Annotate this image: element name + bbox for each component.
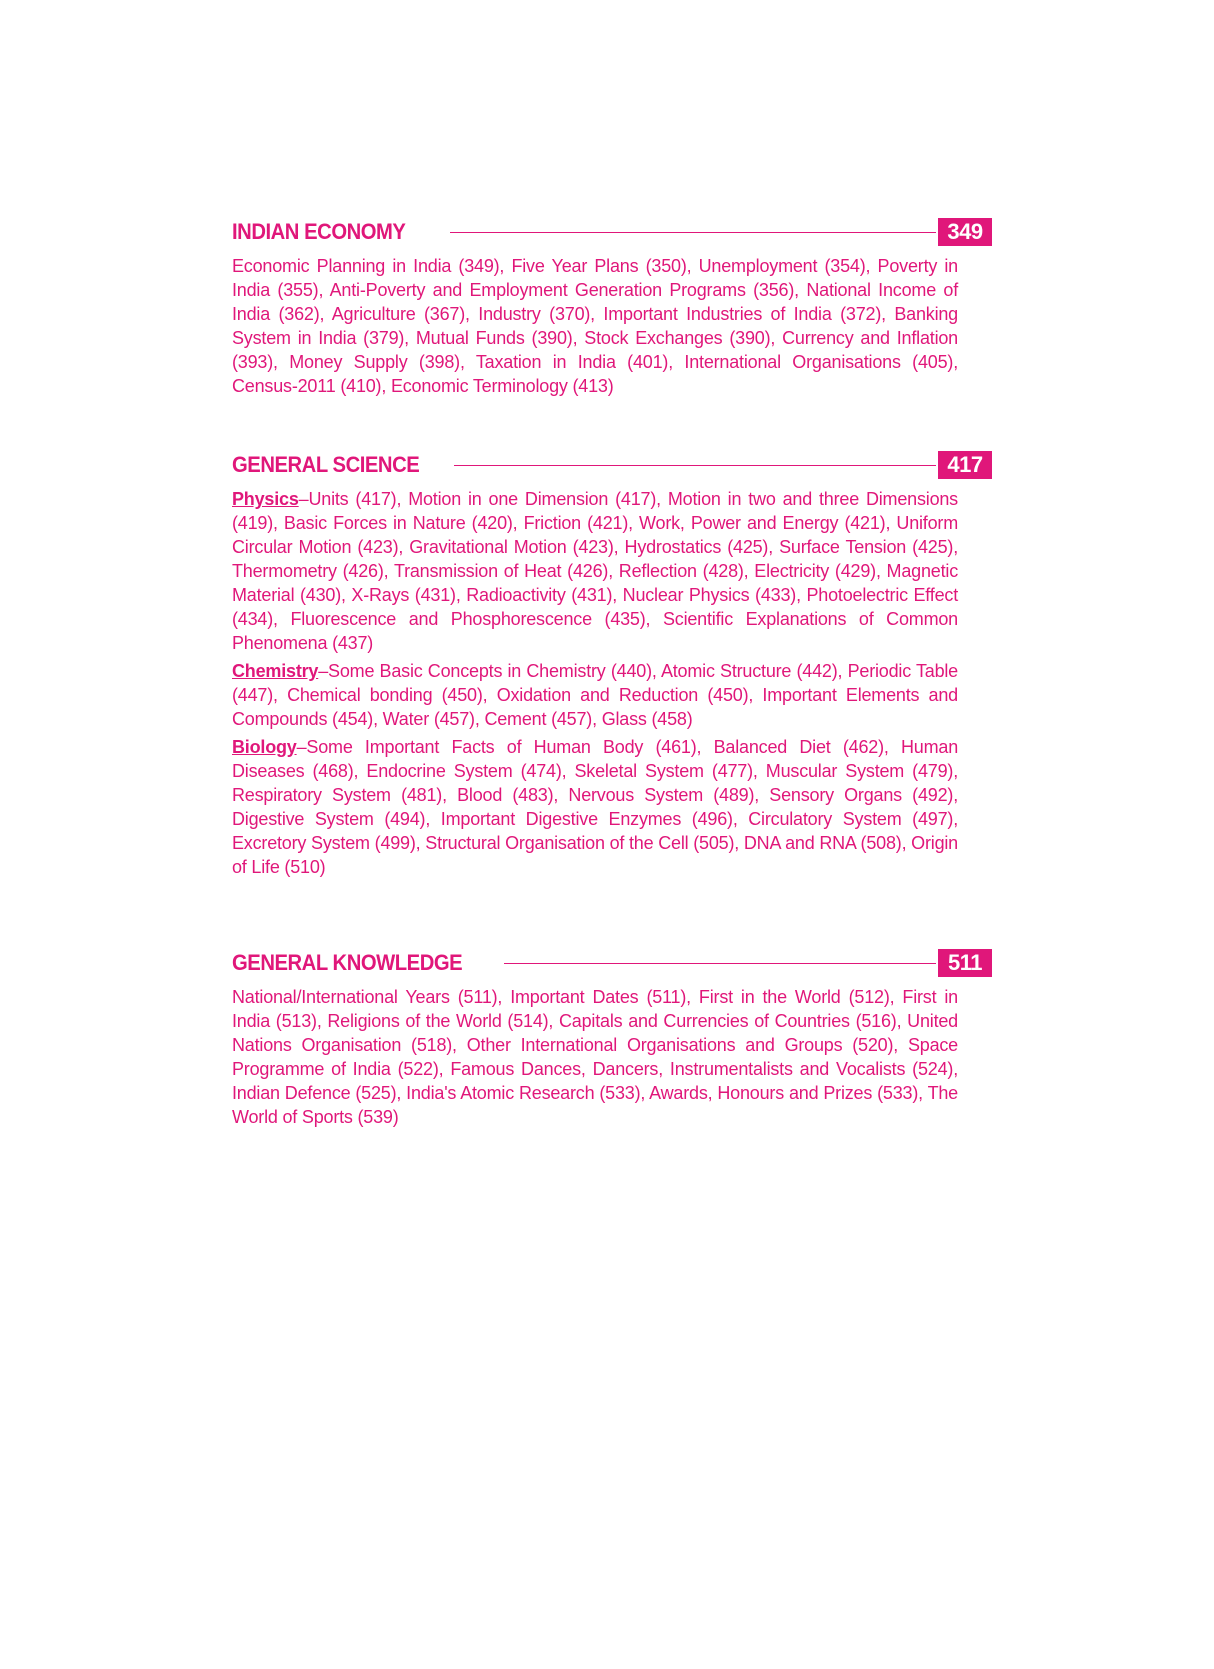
subhead-chemistry: Chemistry bbox=[232, 661, 319, 681]
paragraph-text: Economic Planning in India (349), Five Year Plans (350), Unemployment (354), Poverty in India (355), Anti-Poverty and Employment Generation Programs (356), National Income of India (362), Agriculture (367), Industry (370), Important Industries of India (372), Banking System in India (379), Mutual Funds (390), Stock Exchanges (390), Currency and Inflation (393), Money Supply (398), Taxation in India (401), International Organisations (405), Census-2011 (410), Economic Terminology (413) bbox=[232, 256, 958, 396]
paragraph-text: National/International Years (511), Important Dates (511), First in the World (512), First in India (513), Religions of the World (514), Capitals and Currencies of Countries (516), United Nations Organisation (518), Other International Organisations and Groups (520), Space Programme of India (522), Famous Dances, Dancers, Instrumentalists and Vocalists (524), Indian Defence (525), India's Atomic Research (533), Awards, Honours and Prizes (533), The World of Sports (539) bbox=[232, 987, 958, 1127]
section-indian-economy bbox=[232, 218, 992, 402]
section-general-science bbox=[232, 451, 992, 883]
section-paragraph-biology bbox=[232, 735, 958, 879]
paragraph-text: –Units (417), Motion in one Dimension (417), Motion in two and three Dimensions (419), Basic Forces in Nature (420), Friction (421), Work, Power and Energy (421), Uniform Circular Motion (423), Gravitational Motion (423), Hydrostatics (425), Surface Tension (425), Thermometry (426), Transmission of Heat (426), Reflection (428), Electricity (429), Magnetic Material (430), X-Rays (431), Radioactivity (431), Nuclear Physics (433), Photoelectric Effect (434), Fluorescence and Phosphorescence (435), Scientific Explanations of Common Phenomena (437) bbox=[232, 489, 958, 653]
section-title: GENERAL KNOWLEDGE bbox=[232, 950, 463, 975]
section-rule bbox=[450, 232, 936, 233]
section-page-number: 417 bbox=[938, 451, 992, 479]
section-body bbox=[232, 985, 958, 1129]
paragraph-text: –Some Important Facts of Human Body (461), Balanced Diet (462), Human Diseases (468), Endocrine System (474), Skeletal System (477), Muscular System (479), Respiratory System (481), Blood (483), Nervous System (489), Sensory Organs (492), Digestive System (494), Important Digestive Enzymes (496), Circulatory System (497), Excretory System (499), Structural Organisation of the Cell (505), DNA and RNA (508), Origin of Life (510) bbox=[232, 737, 958, 877]
section-paragraph bbox=[232, 254, 958, 398]
paragraph-text: –Some Basic Concepts in Chemistry (440), Atomic Structure (442), Periodic Table (447), Chemical bonding (450), Oxidation and Reduction (450), Important Elements and Compounds (454), Water (457), Cement (457), Glass (458) bbox=[232, 661, 958, 729]
section-title: GENERAL SCIENCE bbox=[232, 452, 420, 477]
section-paragraph-chemistry bbox=[232, 659, 958, 731]
section-header bbox=[232, 451, 992, 481]
section-header bbox=[232, 218, 992, 248]
subhead-biology: Biology bbox=[232, 737, 297, 757]
section-page-number: 349 bbox=[938, 218, 992, 246]
section-title: INDIAN ECONOMY bbox=[232, 219, 406, 244]
section-body bbox=[232, 254, 958, 398]
section-rule bbox=[504, 963, 936, 964]
section-header bbox=[232, 949, 992, 979]
section-general-knowledge bbox=[232, 949, 992, 1133]
section-body bbox=[232, 487, 958, 879]
section-page-number: 511 bbox=[938, 949, 992, 977]
section-rule bbox=[454, 465, 936, 466]
subhead-physics: Physics bbox=[232, 489, 299, 509]
section-paragraph bbox=[232, 985, 958, 1129]
section-paragraph-physics bbox=[232, 487, 958, 655]
